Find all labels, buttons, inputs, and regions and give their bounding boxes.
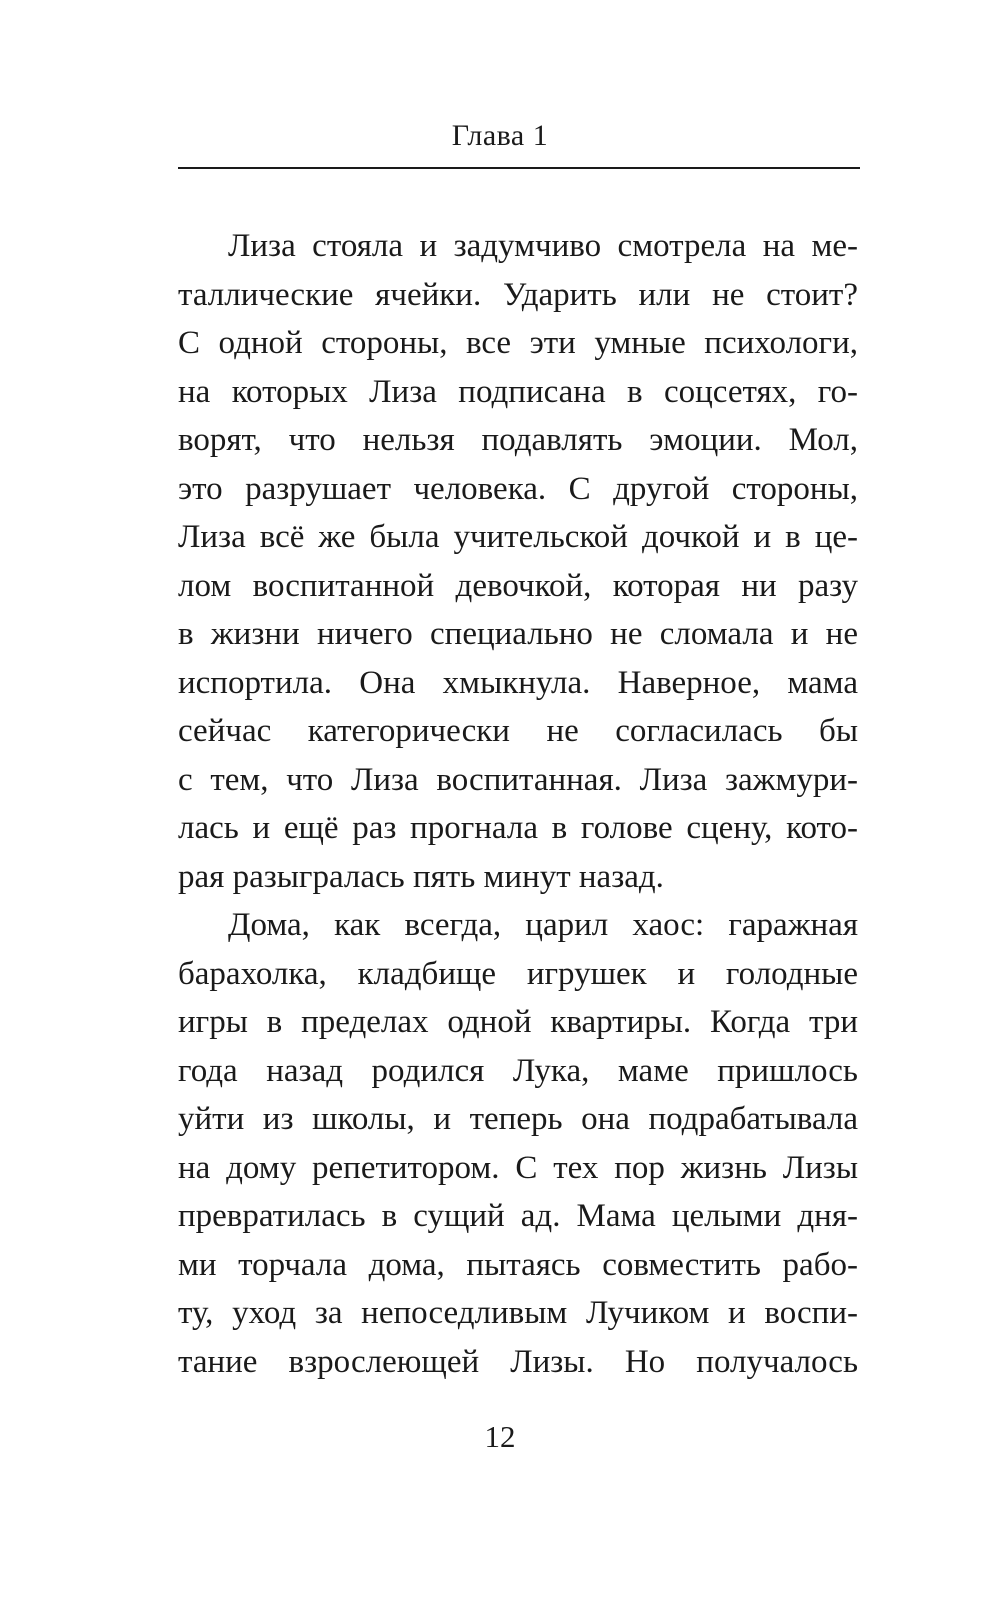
text-line: лом воспитанной девочкой, которая ни разу [178, 567, 858, 604]
text-line: игры в пределах одной квартиры. Когда три [178, 1004, 858, 1040]
body-text [178, 222, 858, 1386]
text-line: таллические ячейки. Ударить или не стоит? [178, 276, 858, 313]
text-line: ворят, что нельзя подавлять эмоции. Мол, [178, 422, 858, 458]
header-divider [178, 167, 860, 169]
text-line: на которых Лиза подписана в соцсетях, го- [178, 373, 858, 410]
text-line: превратилась в сущий ад. Мама целыми дня- [178, 1198, 858, 1234]
text-line: Дома, как всегда, царил хаос: гаражная [228, 907, 858, 943]
text-line: Лиза всё же была учительской дочкой и в це- [178, 519, 858, 555]
text-line: рая разыгралась пять минут назад. [178, 858, 664, 895]
text-line: барахолка, кладбище игрушек и голодные [178, 955, 858, 992]
text-line: сейчас категорически не согласилась бы [178, 713, 858, 749]
text-line: ту, уход за непоседливым Лучиком и воспи- [178, 1295, 858, 1331]
text-line: тание взрослеющей Лизы. Но получалось [178, 1343, 858, 1380]
text-line: ми торчала дома, пытаясь совместить рабо- [178, 1246, 858, 1283]
text-line: Лиза стояла и задумчиво смотрела на ме- [228, 228, 858, 264]
text-line: испортила. Она хмыкнула. Наверное, мама [178, 664, 858, 701]
text-line: года назад родился Лука, маме пришлось [178, 1052, 858, 1089]
text-line: лась и ещё раз прогнала в голове сцену, кото- [178, 810, 858, 846]
text-line: С одной стороны, все эти умные психологи, [178, 325, 858, 361]
text-line: это разрушает человека. С другой стороны, [178, 470, 858, 507]
text-line: уйти из школы, и теперь она подрабатывала [178, 1101, 858, 1137]
page-number: 12 [484, 1419, 516, 1454]
text-line: на дому репетитором. С тех пор жизнь Лизы [178, 1149, 858, 1186]
text-line: в жизни ничего специально не сломала и не [178, 616, 858, 652]
chapter-heading: Глава 1 [451, 119, 549, 152]
text-line: с тем, что Лиза воспитанная. Лиза зажмури- [178, 761, 858, 798]
